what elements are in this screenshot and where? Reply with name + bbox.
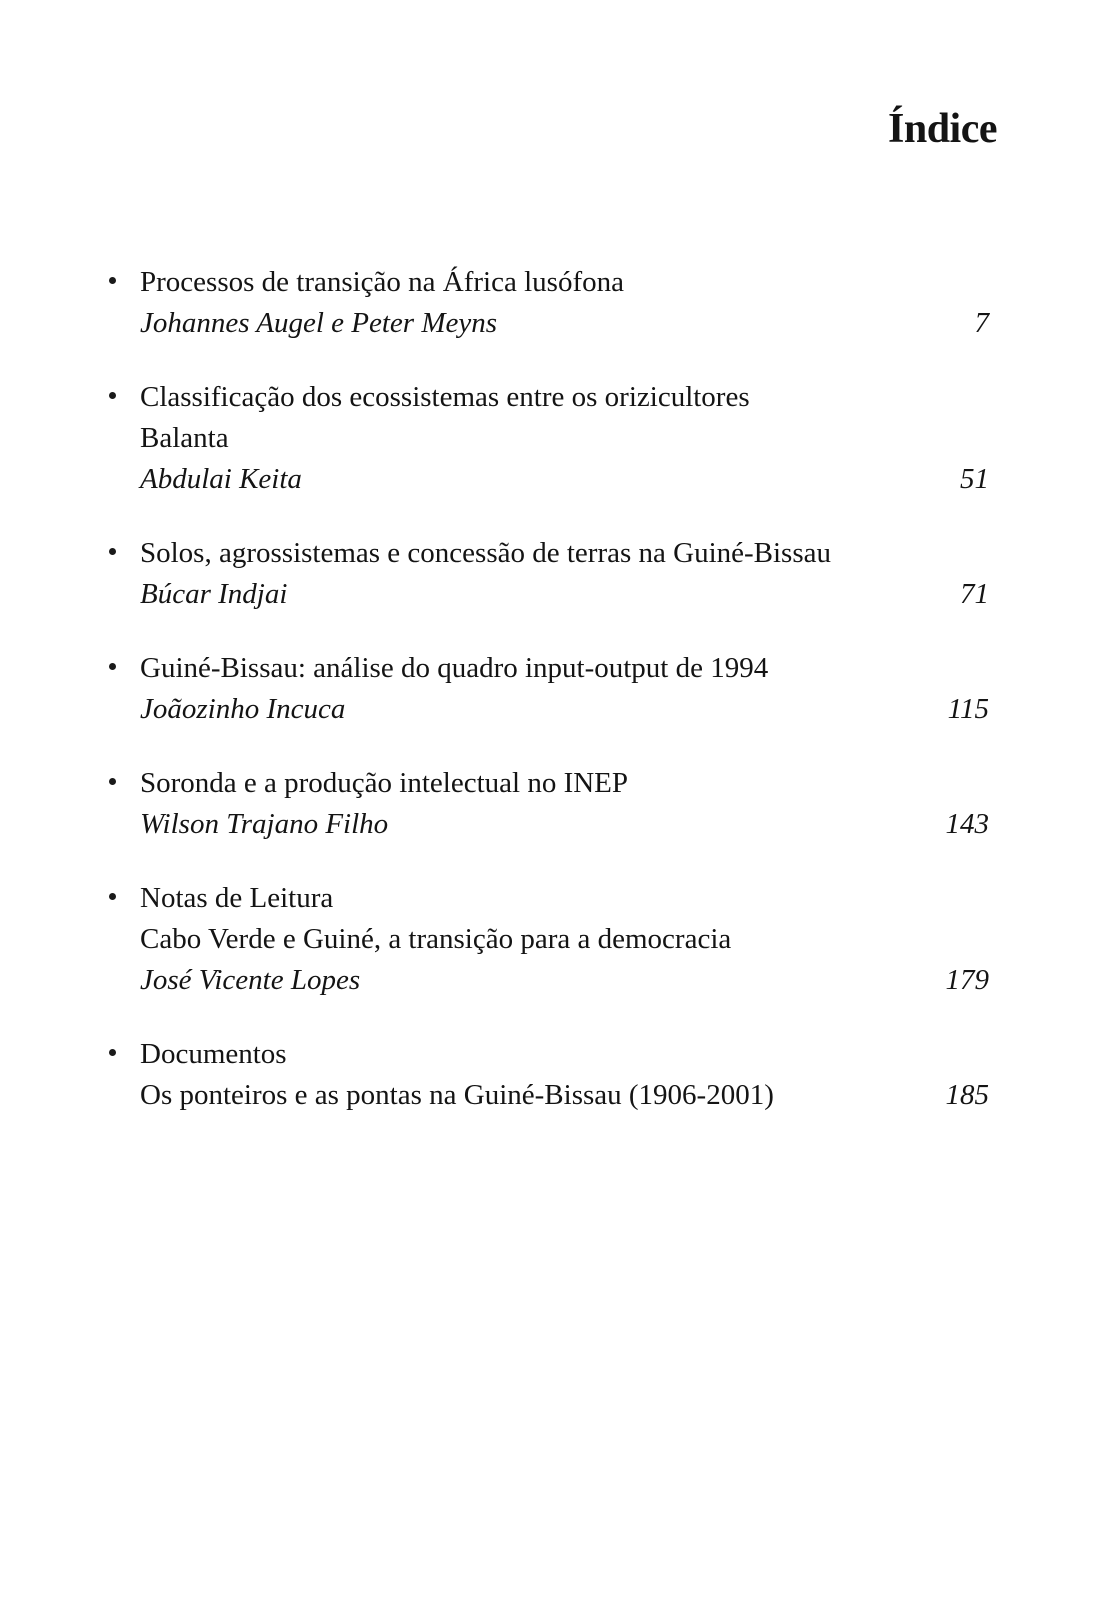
toc-entry xyxy=(105,262,997,344)
bullet-icon xyxy=(109,893,116,900)
table-of-contents xyxy=(105,262,997,1149)
toc-entry xyxy=(105,763,997,845)
bullet-icon xyxy=(109,663,116,670)
page-number: 185 xyxy=(945,1079,989,1111)
toc-entry xyxy=(105,1034,997,1116)
entry-section: Documentos xyxy=(140,1038,287,1070)
page-number: 143 xyxy=(945,808,989,840)
toc-entry xyxy=(105,878,997,1001)
entry-title-continued: Balanta xyxy=(140,422,229,454)
bullet-icon xyxy=(109,277,116,284)
page-number: 7 xyxy=(974,307,989,339)
toc-entry xyxy=(105,533,997,615)
entry-author: Joãozinho Incuca xyxy=(140,693,346,725)
page-number: 71 xyxy=(960,578,989,610)
entry-title: Classificação dos ecossistemas entre os orizicultores xyxy=(140,381,750,413)
entry-author-line xyxy=(140,804,997,845)
entry-title: Soronda e a produção intelectual no INEP xyxy=(140,767,629,799)
entry-author: Búcar Indjai xyxy=(140,578,288,610)
entry-author: Abdulai Keita xyxy=(140,463,302,495)
entry-author: Wilson Trajano Filho xyxy=(140,808,389,840)
entry-author: José Vicente Lopes xyxy=(140,964,361,996)
bullet-icon xyxy=(109,548,116,555)
page-number: 115 xyxy=(947,693,989,725)
entry-title: Cabo Verde e Guiné, a transição para a democracia xyxy=(140,923,732,955)
entry-author-line xyxy=(140,689,997,730)
entry-title: Guiné-Bissau: análise do quadro input-output de 1994 xyxy=(140,652,769,684)
bullet-icon xyxy=(109,392,116,399)
entry-title: Solos, agrossistemas e concessão de terras na Guiné-Bissau xyxy=(140,537,832,569)
entry-author: Johannes Augel e Peter Meyns xyxy=(140,307,498,339)
entry-author-line xyxy=(140,574,997,615)
page-title: Índice xyxy=(887,106,997,152)
entry-author-line xyxy=(140,960,997,1001)
entry-author-line xyxy=(140,303,997,344)
toc-entry xyxy=(105,377,997,500)
bullet-icon xyxy=(109,778,116,785)
bullet-icon xyxy=(109,1049,116,1056)
entry-section: Notas de Leitura xyxy=(140,882,334,914)
entry-title-line xyxy=(140,1075,997,1116)
page-number: 51 xyxy=(960,463,989,495)
entry-title: Processos de transição na África lusófona xyxy=(140,266,624,298)
entry-author-line xyxy=(140,459,997,500)
entry-title: Os ponteiros e as pontas na Guiné-Bissau (1906-2001) xyxy=(140,1079,774,1111)
page-number: 179 xyxy=(945,964,989,996)
toc-entry xyxy=(105,648,997,730)
